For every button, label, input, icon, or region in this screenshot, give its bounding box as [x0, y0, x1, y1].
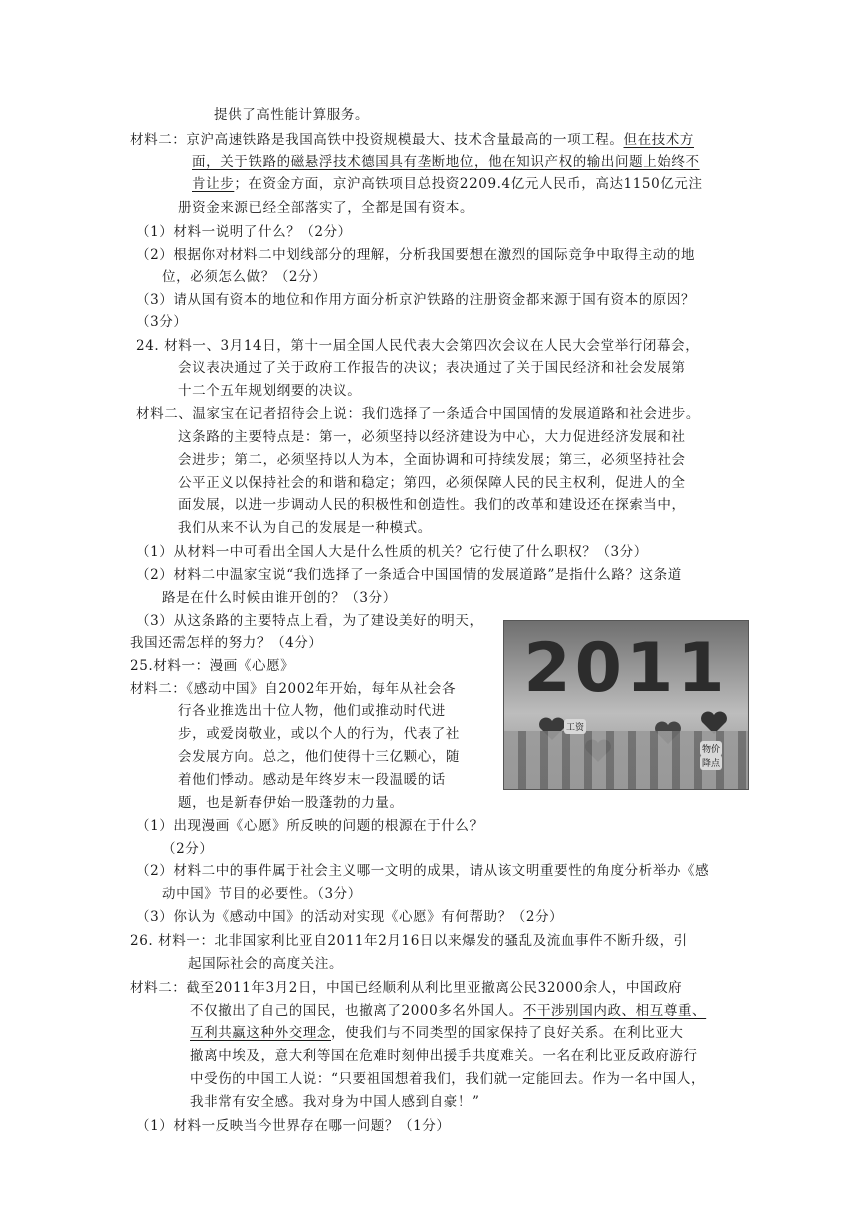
line-text: （1）材料一反映当今世界存在哪一问题？（1分） [136, 1118, 451, 1134]
cartoon-year: 2011 [523, 629, 729, 708]
line-text: 会发展方向。总之，他们使得十三亿颗心，随 [178, 749, 460, 765]
text-line [136, 564, 682, 586]
line-text: （2）材料二中的事件属于社会主义哪一文明的成果，请从该文明重要性的角度分析举办《感 [136, 863, 710, 879]
line-text: 题，也是新春伊始一股蓬勃的力量。 [178, 795, 404, 811]
text-line [130, 632, 323, 654]
text-line [192, 173, 703, 195]
line-text: （2分） [162, 841, 214, 857]
line-text: （3）从这条路的主要特点上看，为了建设美好的明天， [136, 613, 484, 629]
text-line [136, 906, 563, 928]
underlined-text: 不干涉别国内政、相互尊重、 [522, 1003, 707, 1019]
text-line [178, 197, 474, 219]
line-text: 十二个五年规划纲要的决议。 [178, 383, 362, 399]
text-line [162, 587, 397, 609]
line-text: 24. 材料一、3月14日，第十一届全国人民代表大会第四次会议在人民大会堂举行闭幕会， [136, 338, 700, 354]
underlined-text: 肯让步 [192, 176, 235, 192]
text-line [192, 151, 700, 173]
line-text-rest: ，使我们与不同类型的国家保持了良好关系。在利比亚大 [331, 1025, 684, 1041]
text-line [136, 403, 700, 425]
line-text: 公平正义以保持社会的和谐和稳定；第四，必须保障人民的民主权利，促进人的全 [178, 475, 686, 491]
text-line [178, 449, 686, 471]
underlined-text: 面，关于铁路的磁悬浮技术德国具有垄断地位，他在知识产权的输出问题上始终不 [192, 154, 700, 170]
line-text: （2）材料二中温家宝说“我们选择了一条适合中国国情的发展道路”是指什么路？这条道 [136, 567, 682, 583]
line-text: （1）材料一说明了什么？（2分） [136, 224, 352, 240]
text-line [136, 311, 188, 333]
text-line [178, 792, 404, 814]
line-text: （3分） [136, 314, 188, 330]
text-line [136, 860, 709, 882]
text-line [188, 953, 343, 975]
text-line [130, 655, 294, 677]
text-line [190, 1000, 706, 1022]
text-line [130, 977, 682, 999]
cartoon-tag: 降点 [700, 755, 722, 770]
text-line [214, 104, 369, 126]
text-line [190, 1068, 705, 1090]
text-line [178, 723, 460, 745]
line-text: 步，或爱岗敬业，或以个人的行为，代表了社 [178, 726, 460, 742]
underlined-text: 互利共赢这种外交理念 [190, 1025, 331, 1041]
text-line [136, 541, 648, 563]
text-line [178, 380, 361, 402]
line-text: 册资金来源已经全部落实了，全都是国有资本。 [178, 200, 475, 216]
text-line [162, 883, 362, 905]
line-text: 行各业推选出十位人物，他们或推动时代进 [178, 703, 446, 719]
text-line [136, 815, 484, 837]
line-text: 25.材料一：漫画《心愿》 [130, 658, 295, 674]
text-line [130, 129, 694, 151]
line-text: 会议表决通过了关于政府工作报告的决议；表决通过了关于国民经济和社会发展第 [178, 360, 686, 376]
text-line [178, 357, 686, 379]
line-text: 材料二、温家宝在记者招待会上说：我们选择了一条适合中国国情的发展道路和社会进步。 [136, 406, 700, 422]
line-text: 26. 材料一：北非国家利比亚自2011年2月16日以来爆发的骚乱及流血事件不断升级，引 [130, 933, 688, 949]
line-text: 材料二：截至2011年3月2日，中国已经顺利从利比里亚撤离公民32000余人，中国政府 [130, 980, 683, 996]
text-line [162, 266, 326, 288]
text-line [136, 335, 699, 357]
text-line [178, 700, 446, 722]
text-line [178, 517, 432, 539]
cartoon-xinyuan [503, 620, 749, 790]
text-line [136, 221, 352, 243]
line-text: 我们从来不认为自己的发展是一种模式。 [178, 520, 432, 536]
text-line [178, 746, 460, 768]
text-line [190, 1045, 698, 1067]
underlined-text: 但在技术方 [623, 132, 694, 148]
line-text: 撤离中埃及，意大利等国在危难时刻伸出援手共度难关。一名在利比亚反政府游行 [190, 1048, 698, 1064]
text-line [178, 472, 686, 494]
text-line [136, 244, 695, 266]
text-line [162, 838, 214, 860]
text-line [190, 1022, 684, 1044]
line-text: 我非常有安全感。我对身为中国人感到自豪！” [190, 1094, 480, 1110]
line-text: 我国还需怎样的努力？（4分） [130, 635, 323, 651]
text-line [190, 1091, 480, 1113]
line-text: 动中国》节目的必要性。（3分） [162, 886, 362, 902]
line-text: 材料二：京沪高速铁路是我国高铁中投资规模最大、技术含量最高的一项工程。 [130, 132, 624, 148]
line-text: （2）根据你对材料二中划线部分的理解，分析我国要想在激烈的国际竞争中取得主动的地 [136, 247, 696, 263]
text-line [178, 769, 446, 791]
line-text: （3）请从国有资本的地位和作用方面分析京沪铁路的注册资金都来源于国有资本的原因？ [136, 292, 696, 308]
line-text: 中受伤的中国工人说：“只要祖国想着我们，我们就一定能回去。作为一名中国人， [190, 1071, 706, 1087]
line-text: 着他们悸动。感动是年终岁末一段温暖的话 [178, 772, 446, 788]
text-line [178, 426, 686, 448]
text-line [136, 610, 484, 632]
text-line [136, 1115, 450, 1137]
line-text: （1）出现漫画《心愿》所反映的问题的根源在于什么？ [136, 818, 484, 834]
line-text: 位，必须怎么做？（2分） [162, 269, 327, 285]
line-text: （1）从材料一中可看出全国人大是什么性质的机关？它行使了什么职权？（3分） [136, 544, 648, 560]
line-text: 起国际社会的高度关注。 [188, 956, 344, 972]
text-line [130, 678, 456, 700]
line-text: 会进步；第二，必须坚持以人为本，全面协调和可持续发展；第三，必须坚持社会 [178, 452, 686, 468]
text-line [178, 494, 686, 516]
line-text: 面发展，以进一步调动人民的积极性和创造性。我们的改革和建设还在探索当中， [178, 497, 686, 513]
cartoon-tag: 物价 [700, 741, 722, 756]
line-text: 这条路的主要特点是：第一，必须坚持以经济建设为中心，大力促进经济发展和社 [178, 429, 686, 445]
line-text: 提供了高性能计算服务。 [214, 107, 370, 123]
text-line [130, 930, 688, 952]
line-text: 不仅撤出了自己的国民，也撤离了2000多名外国人。 [190, 1003, 523, 1019]
line-text-rest: ；在资金方面，京沪高铁项目总投资2209.4亿元人民币，高达1150亿元注 [234, 176, 703, 192]
cartoon-tag: 工资 [564, 719, 586, 734]
text-line [136, 289, 695, 311]
line-text: 材料二：《感动中国》自2002年开始，每年从社会各 [130, 681, 457, 697]
line-text: 路是在什么时候由谁开创的？（3分） [162, 590, 397, 606]
line-text: （3）你认为《感动中国》的活动对实现《心愿》有何帮助？（2分） [136, 909, 564, 925]
